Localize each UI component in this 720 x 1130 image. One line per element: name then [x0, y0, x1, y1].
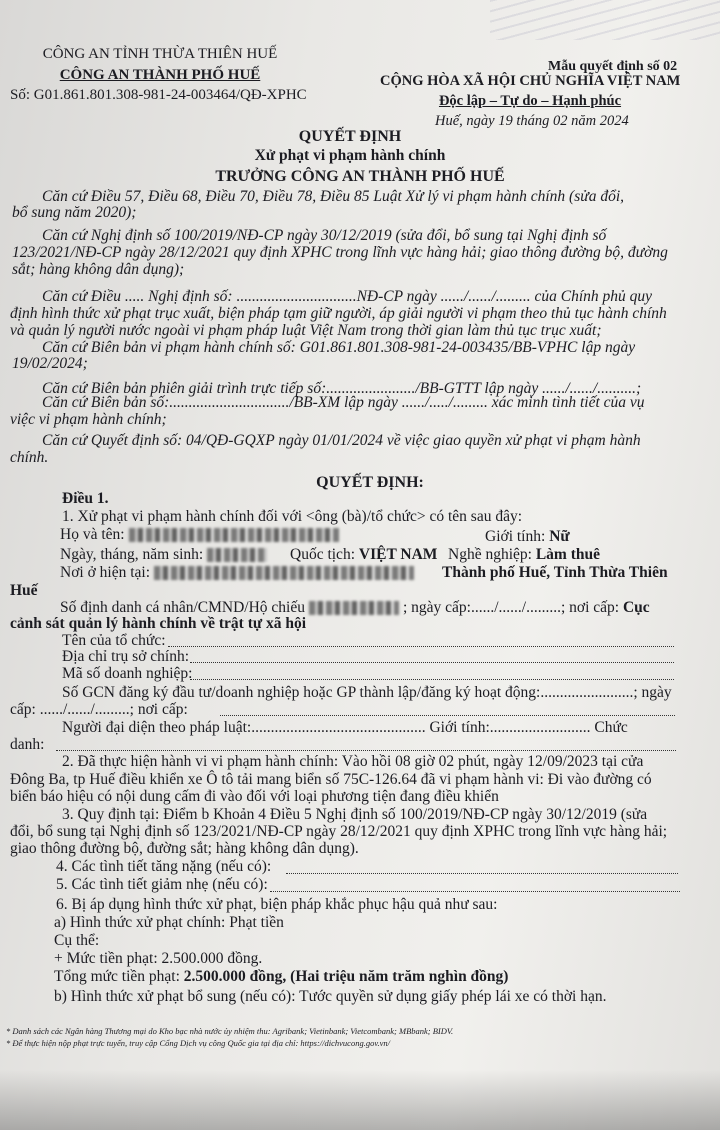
- basis-6-line-1: Căn cứ Biên bản số:.............................../BB-XM lập ngày ....../...../......... xác minh tình tiết của vụ: [42, 394, 645, 411]
- basis-7-line-1: Căn cứ Quyết định số: 04/QĐ-GQXP ngày 01/01/2024 về việc giao quyền xử phạt vi phạm hành: [42, 432, 641, 449]
- gender-value: Nữ: [549, 528, 570, 545]
- basis-4-line-1: Căn cứ Biên bản vi phạm hành chính số: G01.861.801.308-981-24-003435/BB-VPHC lập ngày: [42, 339, 636, 356]
- basis-3-line-3: và quản lý người nước ngoài vi phạm pháp luật Việt Nam trong thời gian làm thủ tục trục xuất;: [10, 322, 602, 339]
- item-6a: a) Hình thức xử phạt chính: Phạt tiền: [54, 914, 284, 931]
- item-4: 4. Các tình tiết tăng nặng (nếu có):: [56, 858, 272, 875]
- decision-heading: QUYẾT ĐỊNH:: [316, 474, 424, 491]
- item-6-specific: Cụ thể:: [54, 932, 100, 949]
- gender-label: Giới tính:: [485, 528, 546, 545]
- document-subtitle: Xử phạt vi phạm hành chính: [254, 147, 446, 164]
- id-date-issuer: ; ngày cấp:....../....../.........; nơi cấp:: [402, 599, 620, 616]
- id-issuer-continued: cảnh sát quản lý hành chính về trật tự xã hội: [10, 615, 307, 632]
- basis-2-line-3: sắt; hàng không dân dụng);: [12, 261, 185, 278]
- basis-1-line-2: bổ sung năm 2020);: [12, 204, 137, 221]
- total-fine-label: Tổng mức tiền phạt:: [54, 968, 184, 985]
- item-6: 6. Bị áp dụng hình thức xử phạt, biện pháp khắc phục hậu quả như sau:: [56, 896, 498, 913]
- basis-6-line-2: việc vi phạm hành chính;: [10, 411, 167, 428]
- basis-3-line-1: Căn cứ Điều ..... Nghị định số: ...............................NĐ-CP ngày ....../....../......... của Chính phủ quy: [42, 288, 653, 305]
- org-license-dotline: [220, 714, 675, 716]
- redacted-id: [309, 601, 399, 615]
- faint-writing-top-right: [490, 0, 720, 40]
- dob-row: [60, 546, 271, 564]
- basis-4-line-2: 19/02/2024;: [12, 355, 88, 372]
- item-3-line-2: đổi, bổ sung tại Nghị định số 123/2021/NĐ-CP ngày 28/12/2021 quy định XPHC trong lĩnh vực hàng hải;: [10, 823, 668, 840]
- address-continued: Huế: [10, 582, 38, 599]
- item-5-dotline: [270, 890, 680, 892]
- item-2-line-1: 2. Đã thực hiện hành vi vi phạm hành chính: Vào hồi 08 giờ 02 phút, ngày 12/09/2023 tại cửa: [62, 753, 644, 770]
- place-date: Huế, ngày 19 tháng 02 năm 2024: [435, 113, 629, 129]
- item-6-fine: + Mức tiền phạt: 2.500.000 đồng.: [54, 950, 263, 967]
- redacted-address: [154, 566, 414, 580]
- redacted-dob: [207, 548, 267, 562]
- footnote-2: * Để thực hiện nộp phạt trực tuyến, truy cập Cổng Dịch vụ công Quốc gia tại địa chỉ: https://dichvucong.gov.vn/: [6, 1038, 390, 1048]
- id-issuer-value: Cục: [622, 599, 650, 616]
- basis-3-line-2: định hình thức xử phạt trục xuất, biện pháp tạm giữ người, áp giải người vi phạm theo thủ tục hành chính: [10, 305, 667, 322]
- item-5: 5. Các tình tiết giảm nhẹ (nếu có):: [56, 876, 268, 893]
- org-rep-line: Người đại diện theo pháp luật:............................................. Giới tính:.......................... Chức: [62, 719, 628, 736]
- gender-row: [485, 528, 570, 546]
- issuer-parent: CÔNG AN TỈNH THỪA THIÊN HUẾ: [42, 46, 278, 62]
- occupation-row: [448, 546, 600, 564]
- footnote-1: * Danh sách các Ngân hàng Thương mại do Kho bạc nhà nước ủy nhiệm thu: Agribank; Vietinbank; Vietcombank; MBbank; BIDV.: [6, 1026, 454, 1036]
- basis-7-line-2: chính.: [10, 449, 49, 466]
- item-4-dotline: [286, 872, 678, 874]
- item-2-line-2: Đông Ba, tp Huế điều khiển xe Ô tô tải mang biển số 75C-126.64 đã vi phạm hành vi: Đi vào đường có: [10, 771, 652, 788]
- issuer: CÔNG AN THÀNH PHỐ HUẾ: [59, 67, 261, 83]
- document-title: QUYẾT ĐỊNH: [298, 128, 402, 145]
- article-1-heading: Điều 1.: [62, 490, 109, 507]
- item-3-line-1: 3. Quy định tại: Điểm b Khoản 4 Điều 5 Nghị định số 100/2019/NĐ-CP ngày 30/12/2019 (sửa: [62, 806, 648, 823]
- item-3-line-3: giao thông đường bộ, đường sắt; hàng không dân dụng).: [10, 840, 359, 857]
- item-6b: b) Hình thức xử phạt bổ sung (nếu có): Tước quyền sử dụng giấy phép lái xe có thời hạn.: [54, 988, 607, 1005]
- basis-1-line-1: Căn cứ Điều 57, Điều 68, Điều 70, Điều 78, Điều 85 Luật Xử lý vi phạm hành chính (sửa đổi,: [42, 188, 624, 205]
- address-row: [60, 564, 418, 582]
- nationality-label: Quốc tịch:: [290, 546, 355, 563]
- org-license-line-1: Số GCN đăng ký đầu tư/doanh nghiệp hoặc GP thành lập/đăng ký hoạt động:........................; ngày: [62, 684, 672, 701]
- org-name-dotline: [168, 645, 674, 647]
- page-bottom-shadow: [0, 1070, 720, 1130]
- org-name-label: Tên của tổ chức:: [62, 632, 166, 649]
- national-title: CỘNG HÒA XÃ HỘI CHỦ NGHĨA VIỆT NAM: [380, 73, 681, 89]
- form-label: Mẫu quyết định số 02: [548, 59, 678, 74]
- occupation-value: Làm thuê: [535, 546, 600, 563]
- name-row: [60, 526, 343, 544]
- name-label: Họ và tên:: [60, 526, 125, 543]
- org-taxcode-dotline: [190, 678, 674, 680]
- total-fine-row: [54, 968, 508, 986]
- org-rep-title: danh:: [10, 736, 45, 753]
- org-taxcode-label: Mã số doanh nghiệp:: [62, 665, 193, 682]
- org-address-label: Địa chỉ trụ sở chính:: [62, 648, 190, 665]
- basis-5: Căn cứ Biên bản phiên giải trình trực tiếp số:......................./BB-GTTT lập ngày ....../....../..........;: [42, 380, 642, 397]
- nationality-value: VIỆT NAM: [358, 546, 438, 563]
- nationality-row: [290, 546, 437, 564]
- decision-number: Số: G01.861.801.308-981-24-003464/QĐ-XPHC: [10, 87, 307, 103]
- address-visible-part: Thành phố Huế, Tỉnh Thừa Thiên: [442, 564, 668, 581]
- total-fine-value: 2.500.000 đồng, (Hai triệu năm trăm nghìn đồng): [183, 968, 509, 985]
- basis-2-line-2: 123/2021/NĐ-CP ngày 28/12/2021 quy định XPHC trong lĩnh vực hàng hải; giao thông đường bộ, đường: [12, 244, 668, 261]
- national-motto: Độc lập – Tự do – Hạnh phúc: [438, 93, 622, 109]
- basis-2-line-1: Căn cứ Nghị định số 100/2019/NĐ-CP ngày 30/12/2019 (sửa đổi, bổ sung tại Nghị định số: [42, 227, 607, 244]
- org-address-dotline: [190, 661, 674, 663]
- item-2-line-3: biển báo hiệu có nội dung cấm đi vào đối với loại phương tiện đang điều khiển: [10, 788, 499, 805]
- redacted-name: [129, 528, 339, 542]
- occupation-label: Nghề nghiệp:: [448, 546, 532, 563]
- id-label: Số định danh cá nhân/CMND/Hộ chiếu: [60, 599, 305, 616]
- article-1-intro: 1. Xử phạt vi phạm hành chính đối với <ông (bà)/tổ chức> có tên sau đây:: [62, 508, 523, 525]
- org-license-line-2: cấp: ....../....../.........; nơi cấp:: [10, 701, 188, 718]
- address-label: Nơi ở hiện tại:: [60, 564, 151, 581]
- issuing-officer-title: TRƯỞNG CÔNG AN THÀNH PHỐ HUẾ: [215, 168, 505, 185]
- dob-label: Ngày, tháng, năm sinh:: [60, 546, 204, 563]
- org-rep-dotline: [56, 749, 676, 751]
